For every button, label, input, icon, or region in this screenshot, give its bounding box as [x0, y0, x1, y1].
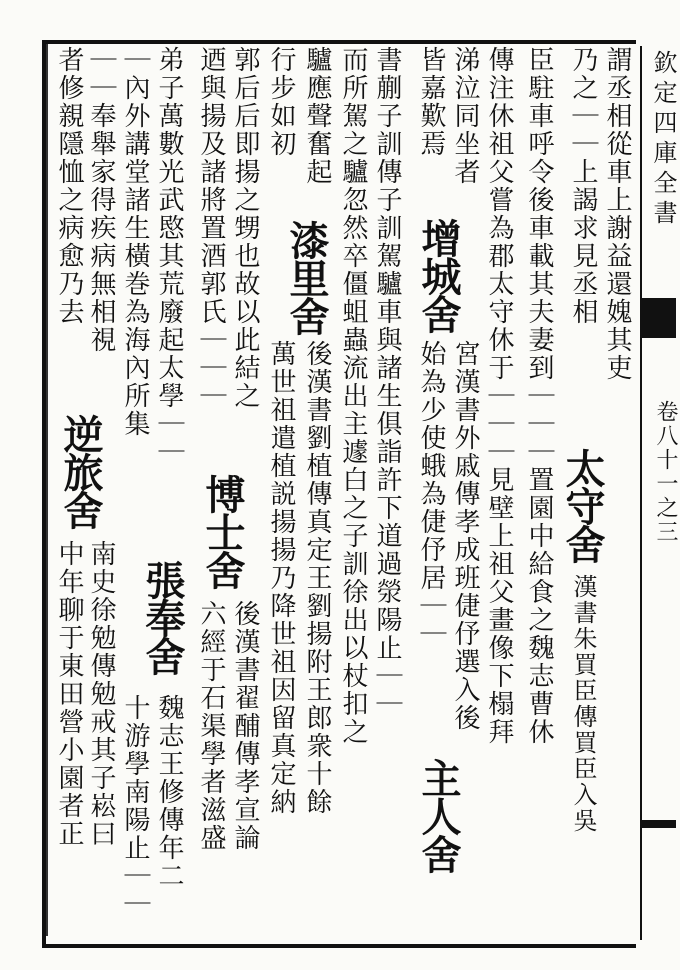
text-column: 迺與揚及諸將置酒郭氏｜｜｜ [196, 46, 226, 410]
text-column: 皆嘉歎焉 [416, 46, 446, 158]
text-column: 乃之｜｜上謁求見丞相 [568, 46, 598, 326]
heading: 逆旅舍 [57, 414, 104, 528]
text-column: 六經于石渠學者滋盛 [196, 600, 226, 852]
text-column: 涕泣同坐者 [450, 46, 480, 186]
text-column: 南史徐勉傳勉戒其子崧曰 [86, 540, 116, 848]
text-column: 後漢書劉植傳真定王劉揚附王郎衆十餘 [302, 340, 332, 816]
text-column: ｜｜奉舉家得疾病無相視 [86, 46, 116, 354]
text-column: 行步如初 [266, 46, 296, 158]
text-column: ｜內外講堂諸生橫巻為海內所集 [120, 46, 150, 438]
heading: 博士舍 [199, 474, 246, 588]
text-column: 書蒯子訓傳子訓駕驢車與諸生俱詣許下道過滎陽止｜｜ [372, 46, 402, 718]
text-column: 中年聊于東田營小園者正 [54, 540, 84, 848]
text-column: 驢應聲奮起 [302, 46, 332, 186]
heading: 太守舍 [559, 448, 606, 562]
text-column: 而所駕之驢忽然卒僵蛆蟲流出主遽白之子訓徐出以杖扣之 [338, 46, 368, 746]
text-column: 漢書朱買臣傳買臣入吳 [569, 574, 597, 834]
text-column: 謂丞相從車上謝益還媿其吏 [602, 46, 632, 382]
book-title: 欽定四庫全書 [649, 50, 677, 230]
heading: 漆里舍 [283, 220, 330, 334]
heading: 張奉舍 [139, 560, 186, 674]
text-column: 傳注休祖父嘗為郡太守休于｜｜｜見壁上祖父畫像下榻拜 [484, 46, 514, 746]
text-column: 萬世祖遣植説揚揚乃降世祖因留真定納 [266, 340, 296, 816]
text-column: 郭后后即揚之甥也故以此結之 [230, 46, 260, 410]
fish-tail-mark [642, 298, 676, 338]
text-column: 始為少使蛾為倢伃居｜｜ [416, 340, 446, 648]
volume-label: 卷八十一之三 [653, 400, 678, 544]
inner-border [46, 44, 48, 936]
text-column: 魏志王修傳年二 [154, 694, 184, 890]
heading: 主人舍 [415, 758, 462, 872]
text-column: 後漢書翟酺傳孝宣論 [230, 600, 260, 852]
heading: 增城舍 [415, 218, 462, 332]
text-column: 宮漢書外戚傳孝成班倢伃選入後 [450, 340, 480, 732]
fish-tail-mark-bottom [642, 820, 676, 828]
text-column: 臣駐車呼令後車載其夫妻到｜｜｜置園中給食之魏志曹休 [524, 46, 554, 746]
text-column: 十游學南陽止｜｜ [120, 694, 150, 918]
text-column: 者修親隱恤之病愈乃去 [54, 46, 84, 326]
text-column: 弟子萬數光武愍其荒廢起太學｜｜ [154, 46, 184, 466]
